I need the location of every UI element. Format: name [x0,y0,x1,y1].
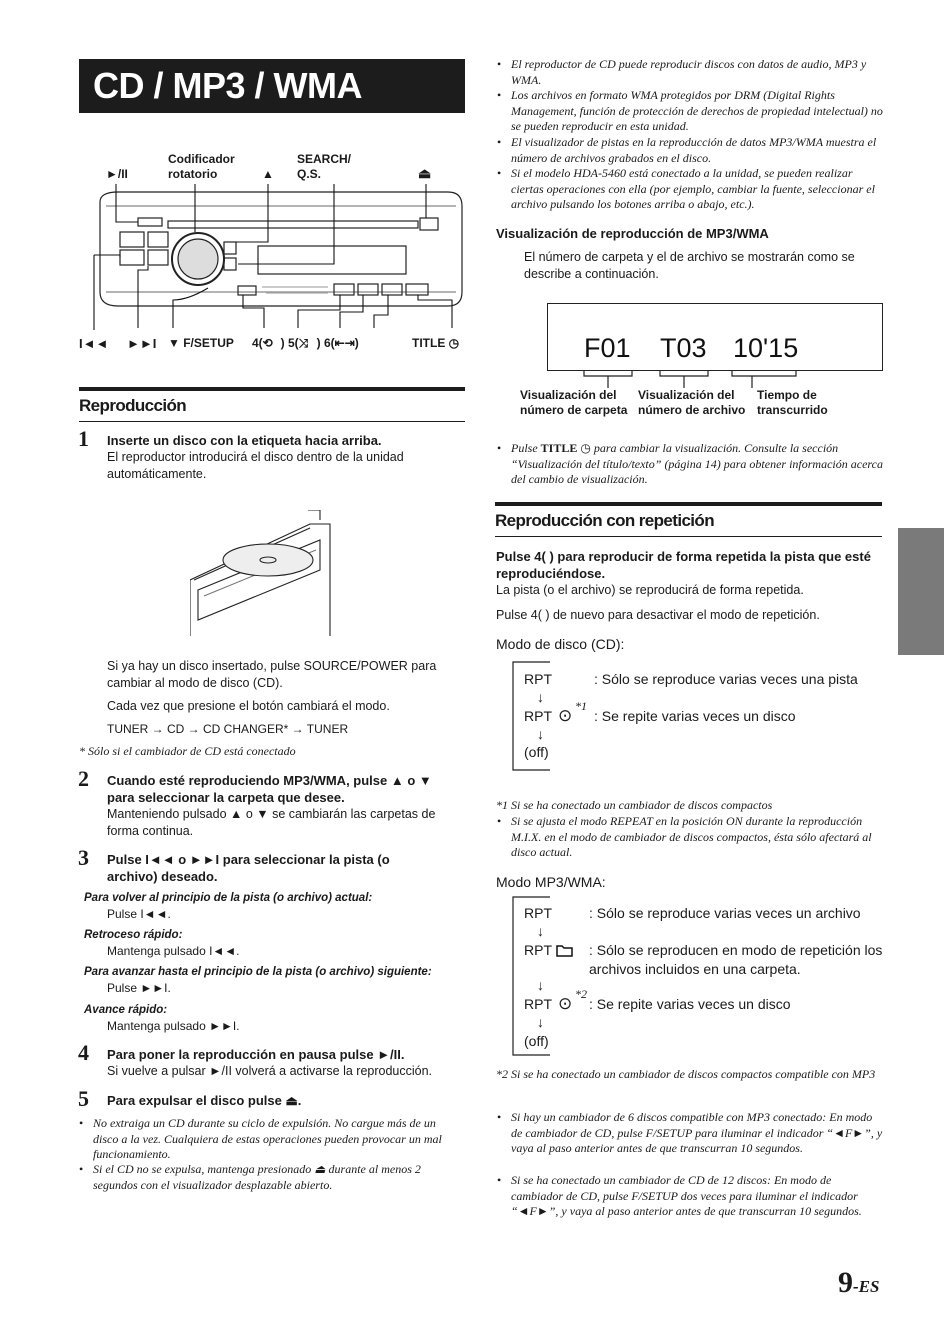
lcd-track: T03 [660,333,707,363]
mp3-mode-label: Modo MP3/WMA: [496,874,606,890]
repeat-lead-heading: Pulse 4( ) para reproducir de forma repetida la pista que esté reproduciéndose. [496,549,871,581]
section-title-repeat: Reproducción con repetición [495,511,714,530]
mp3-rpt-disc-sup: *2 [575,987,587,1001]
step-5-heading: Para expulsar el disco pulse ⏏. [107,1093,302,1108]
cd-rpt-desc: : Sólo se reproduce varias veces una pista [594,671,858,687]
label-elapsed-time: Tiempo de transcurrido [757,388,828,417]
step-1-body: El reproductor introducirá el disco dentro de la unidad automáticamente. [107,450,404,481]
sub4-body: Mantenga pulsado ►►I. [107,1019,240,1033]
disc-icon: ⊙ [558,994,573,1013]
label-fsetup: ▼ F/SETUP [168,336,234,350]
changer-note: * Sólo si el cambiador de CD está conectado [79,744,296,758]
display-heading: Visualización de reproducción de MP3/WMA [496,226,769,241]
mode-sequence: TUNER → CD → CD CHANGER* → TUNER [107,722,349,736]
info-bullet-4: • Si el modelo HDA-5460 está conectado a la unidad, se pueden realizar ciertas operaciones con ella (por ejemplo, cambiar la fuente, seleccionar el archivo pulsando los botones arriba o abajo, etc.). [511,166,886,213]
cd-off: (off) [524,744,549,760]
lcd-brackets [560,366,820,390]
sub1-body: Pulse I◄◄. [107,907,171,921]
page-title: CD / MP3 / WMA [79,59,465,113]
cd-mode-label: Modo de disco (CD): [496,636,625,652]
eject-bullet-2: • Si el CD no se expulsa, mantenga presionado ⏏ durante al menos 2 segundos con el visualizador desplazable abierto. [93,1162,463,1193]
folder-icon [556,943,574,957]
press-text: Cada vez que presione el botón cambiará el modo. [107,699,390,713]
source-text: Si ya hay un disco insertado, pulse SOURCE/POWER para cambiar al modo de disco (CD). [107,659,437,690]
sub4-title: Avance rápido: [84,1004,168,1016]
info-bullet-2: • Los archivos en formato WMA protegidos por DRM (Digital Rights Management, función de protección de derechos de propiedad intelectual) no se pueden reproducir en esta unidad. [511,88,886,135]
label-eject: ⏏ [418,165,432,181]
repeat-lead-body: La pista (o el archivo) se reproducirá de forma repetida. [496,583,804,597]
eject-bullet-1: • No extraiga un CD durante su ciclo de expulsión. No cargue más de un disco a la vez. Cualquiera de estas operaciones pueden provocar un mal funcionamiento. [93,1116,463,1163]
mp3-rpt-desc: : Sólo se reproduce varias veces un archivo [589,905,861,921]
sub2-body: Mantenga pulsado I◄◄. [107,944,240,958]
mp3-rpt: RPT [524,905,552,921]
label-title: TITLE ◷ [412,336,460,350]
changer-6-bullet: • Si hay un cambiador de 6 discos compatible con MP3 conectado: En modo de cambiador de CD, pulse F/SETUP para iluminar el indicador “◄F►”, y vaya al paso anterior antes de que transcurran 10 segundos. [511,1110,886,1157]
step-4-body: Si vuelve a pulsar ►/II volverá a activarse la reproducción. [107,1064,433,1078]
step-number-1: 1 [78,426,89,451]
arrow-down-icon: ↓ [537,977,544,993]
footnote-2: *2 Si se ha conectado un cambiador de discos compactos compatible con MP3 [496,1067,876,1081]
arrow-down-icon: ↓ [537,689,544,705]
label-up: ▲ [262,167,274,181]
step-2-heading: Cuando esté reproduciendo MP3/WMA, pulse ▲ o ▼ para seleccionar la carpeta que desee. [107,773,432,805]
section-rule-thin [79,421,465,422]
step-1-heading: Inserte un disco con la etiqueta hacia arriba. [107,433,382,448]
footnote-1-bullet: • Si se ajusta el modo REPEAT en la posición ON durante la reproducción M.I.X. en el modo de cambiador de discos compactos, ésta sólo afectará al disco actual. [511,814,881,861]
lcd-folder: F01 [584,333,631,363]
head-unit-diagram [78,160,468,340]
section-title-playback: Reproducción [79,396,187,415]
info-bullet-1: • El reproductor de CD puede reproducir discos con datos de audio, MP3 y WMA. [511,57,886,88]
label-search: SEARCH/ Q.S. [297,152,352,181]
display-intro: El número de carpeta y el de archivo se mostrarán como se describe a continuación. [524,250,855,281]
step-4-heading: Para poner la reproducción en pausa pulse ►/II. [107,1047,405,1062]
disc-icon: ⊙ [558,706,573,725]
repeat-again: Pulse 4( ) de nuevo para desactivar el modo de repetición. [496,608,820,622]
step-2-body: Manteniendo pulsado ▲ o ▼ se cambiarán las carpetas de forma continua. [107,807,436,838]
page-number: 9-ES [838,1266,880,1299]
mp3-rpt-disc: RPT [524,996,552,1012]
step-number-4: 4 [78,1040,89,1065]
arrow-down-icon: ↓ [537,726,544,742]
step-number-2: 2 [78,766,89,791]
label-btn4: 4(⟲ ) 5(⤨ ) 6(⇤⇥) [252,336,359,350]
arrow-down-icon: ↓ [537,1014,544,1030]
lcd-time: 10'15 [733,333,799,363]
title-note: • Pulse TITLE ◷ para cambiar la visualización. Consulte la sección “Visualización del título/texto” (página 14) para obtener información acerca del cambio de visualización. [511,441,886,488]
label-play-pause: ►/II [106,167,128,181]
section-rule-thin [495,536,882,537]
arrow-down-icon: ↓ [537,923,544,939]
mp3-rpt-folder: RPT [524,942,552,958]
label-encoder: Codificador rotatorio [168,152,235,181]
clock-icon: ◷ [580,441,591,455]
disc-insert-illustration [190,510,340,638]
step-3-heading: Pulse I◄◄ o ►►I para seleccionar la pista (o archivo) deseado. [107,852,390,884]
clock-icon: ◷ [448,336,460,350]
info-bullet-3: • El visualizador de pistas en la reproducción de datos MP3/WMA muestra el número de archivos grabados en el disco. [511,135,886,166]
sub2-title: Retroceso rápido: [84,929,183,941]
cd-rpt-disc-desc: : Se repite varias veces un disco [594,708,796,724]
label-folder-number: Visualización del número de carpeta [520,388,628,417]
sub3-body: Pulse ►►I. [107,981,171,995]
label-prev: I◄◄ [79,336,109,351]
cd-rpt: RPT [524,671,552,687]
label-file-number: Visualización del número de archivo [638,388,746,417]
label-next: ►►I [127,336,157,351]
mp3-rpt-disc-desc: : Se repite varias veces un disco [589,996,791,1012]
section-rule [495,502,882,506]
step-number-3: 3 [78,845,89,870]
mp3-off: (off) [524,1033,549,1049]
changer-12-bullet: • Si se ha conectado un cambiador de CD de 12 discos: En modo de cambiador de CD, pulse F/SETUP dos veces para iluminar el indicador “◄F►”, y vaya al paso anterior antes de que transcurran 10 segundos. [511,1173,886,1220]
mp3-rpt-folder-desc: : Sólo se reproducen en modo de repetición los archivos incluidos en una carpeta. [589,942,883,977]
sub1-title: Para volver al principio de la pista (o archivo) actual: [84,892,373,904]
sub3-title: Para avanzar hasta el principio de la pista (o archivo) siguiente: [84,966,432,978]
cd-rpt-disc: RPT [524,708,552,724]
footnote-1: *1 Si se ha conectado un cambiador de discos compactos [496,798,773,812]
cd-rpt-disc-sup: *1 [575,699,587,713]
side-tab [898,528,944,655]
section-rule [79,387,465,391]
step-number-5: 5 [78,1086,89,1111]
